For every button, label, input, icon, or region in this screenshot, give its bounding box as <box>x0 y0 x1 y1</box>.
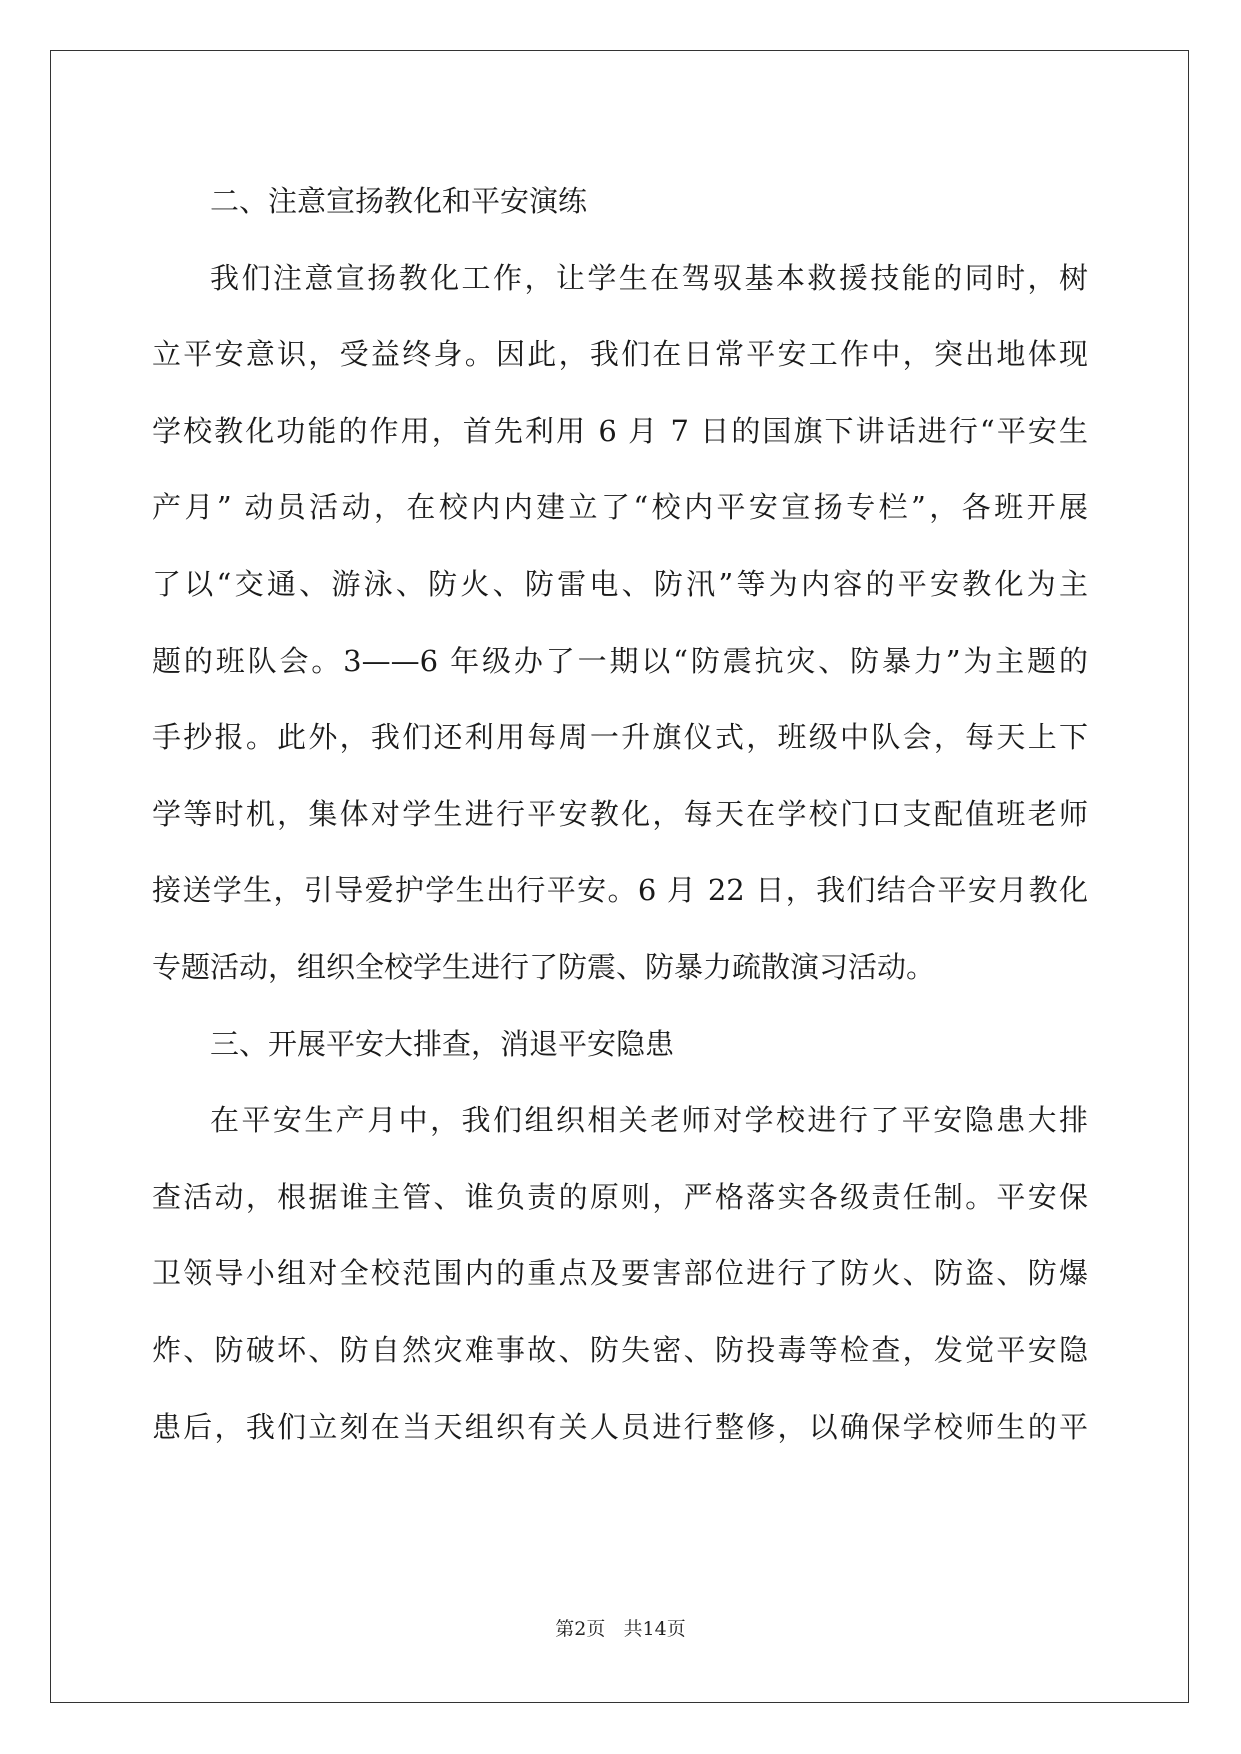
paragraph-line: 立平安意识，受益终身。因此，我们在日常平安工作中，突出地体现 <box>152 337 1088 372</box>
section-heading: 三、开展平安大排查，消退平安隐患 <box>210 1026 675 1061</box>
paragraph-line: 产月” 动员活动，在校内内建立了“校内平安宣扬专栏”，各班开展 <box>152 490 1088 525</box>
paragraph-line: 题的班队会。3——6 年级办了一期以“防震抗灾、防暴力”为主题的 <box>152 643 1088 678</box>
paragraph-line: 专题活动，组织全校学生进行了防震、防暴力疏散演习活动。 <box>152 949 936 984</box>
paragraph-line: 炸、防破坏、防自然灾难事故、防失密、防投毒等检查，发觉平安隐 <box>152 1332 1088 1367</box>
paragraph-line: 卫领导小组对全校范围内的重点及要害部位进行了防火、防盗、防爆 <box>152 1256 1088 1291</box>
paragraph-line: 在平安生产月中，我们组织相关老师对学校进行了平安隐患大排 <box>210 1103 1088 1138</box>
paragraph-line: 了以“交通、游泳、防火、防雷电、防汛”等为内容的平安教化为主 <box>152 566 1088 601</box>
page-footer <box>0 1614 1241 1641</box>
page-total: 共14页 <box>623 1618 686 1640</box>
section-heading: 二、注意宣扬教化和平安演练 <box>210 184 588 218</box>
document-body <box>152 163 1088 1465</box>
paragraph-line: 手抄报。此外，我们还利用每周一升旗仪式，班级中队会，每天上下 <box>152 720 1088 755</box>
paragraph-line: 接送学生，引导爱护学生出行平安。6 月 22 日，我们结合平安月教化 <box>152 873 1088 908</box>
paragraph-line: 学等时机，集体对学生进行平安教化，每天在学校门口支配值班老师 <box>152 796 1088 831</box>
paragraph-line: 患后，我们立刻在当天组织有关人员进行整修，以确保学校师生的平 <box>152 1409 1088 1444</box>
paragraph-line: 我们注意宣扬教化工作，让学生在驾驭基本救援技能的同时，树 <box>210 260 1088 295</box>
page-number: 第2页 <box>555 1618 606 1640</box>
paragraph-line: 学校教化功能的作用，首先利用 6 月 7 日的国旗下讲话进行“平安生 <box>152 413 1088 448</box>
paragraph-line: 查活动，根据谁主管、谁负责的原则，严格落实各级责任制。平安保 <box>152 1179 1088 1214</box>
